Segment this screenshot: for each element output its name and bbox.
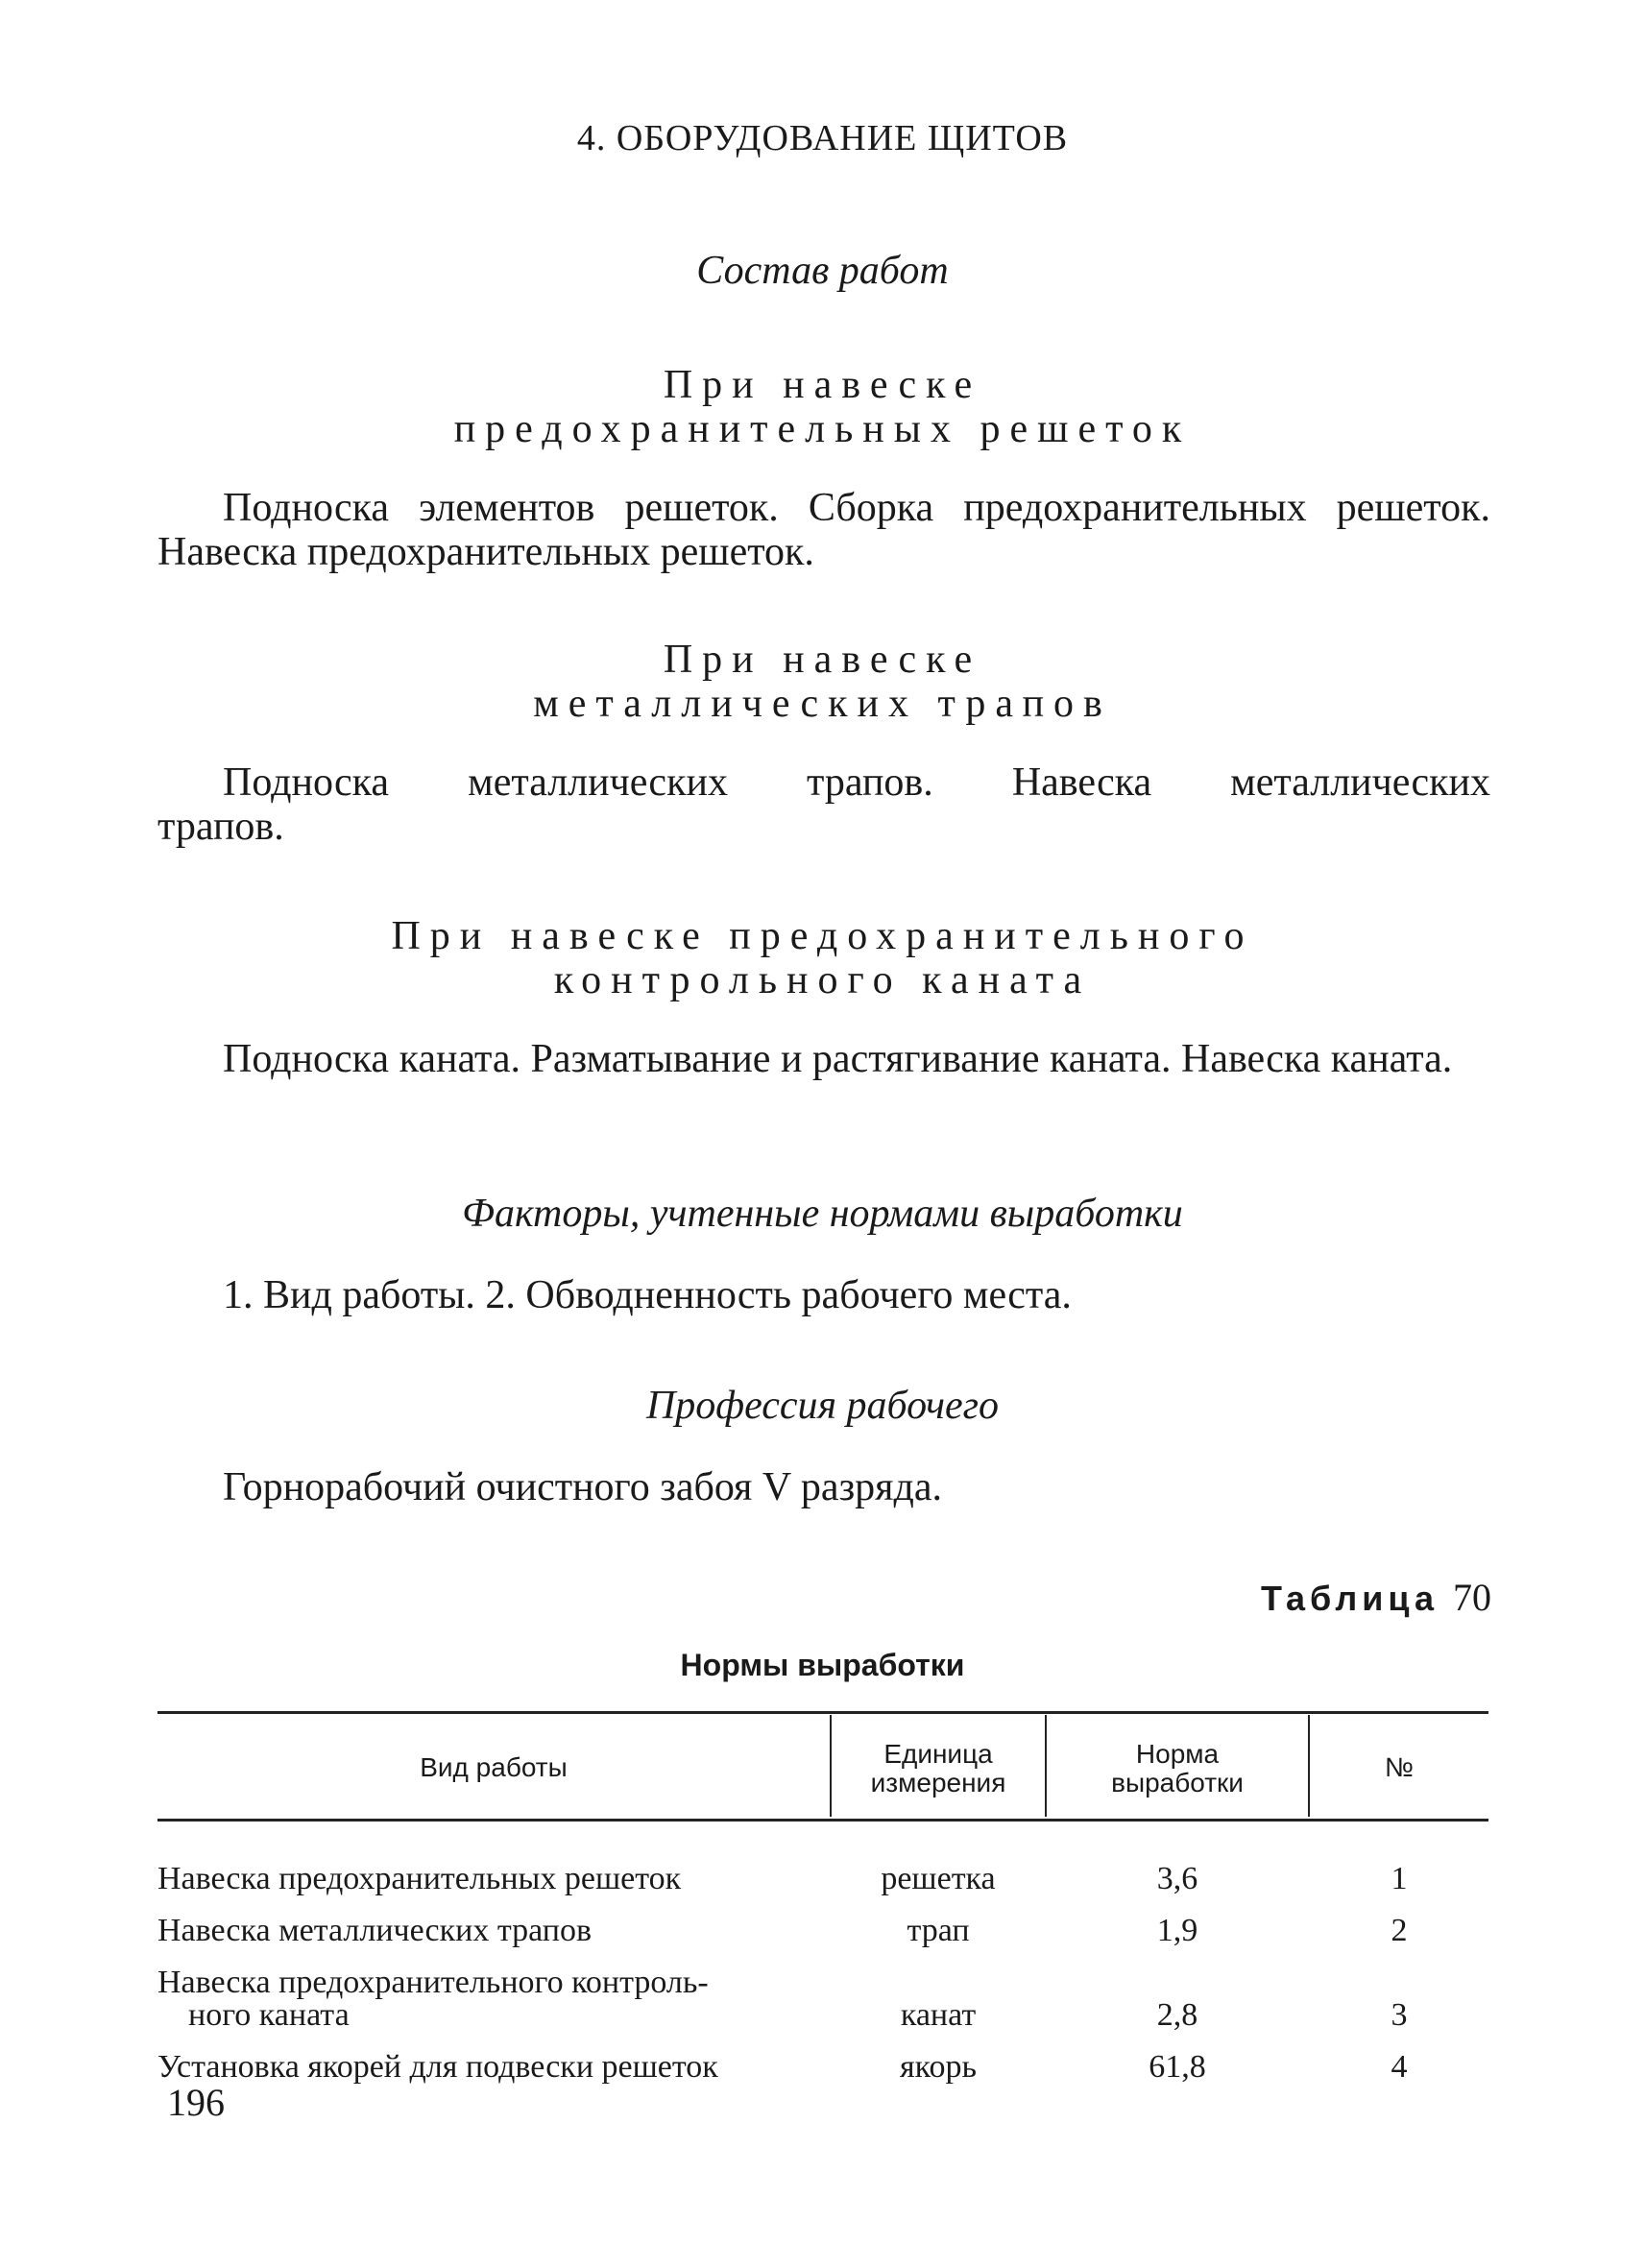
row-4-work: Установка якорей для подвески решеток — [157, 2049, 718, 2085]
subsection-2-heading-line1: При навеске — [663, 638, 982, 682]
row-1-work: Навеска предохранительных решеток — [157, 1861, 682, 1896]
header-unit: Единица измерения — [870, 1739, 1006, 1798]
row-3-work-line1: Навеска предохранительного контроль- — [157, 1965, 709, 2000]
row-3-number: 3 — [1391, 1997, 1408, 2033]
row-2-unit: трап — [907, 1913, 970, 1948]
page-number: 196 — [167, 2081, 225, 2124]
subsection-3-heading-line2: контрольного каната — [553, 958, 1092, 1002]
row-4-norm: 61,8 — [1149, 2049, 1206, 2085]
subsection-2-text: Подноска металлических трапов. Навеска металлических трапов. — [157, 760, 1490, 849]
row-2-work: Навеска металлических трапов — [157, 1913, 593, 1948]
row-3-work-line2: ного каната — [188, 1997, 350, 2033]
row-3-unit: канат — [900, 1997, 977, 2033]
row-2-norm: 1,9 — [1156, 1913, 1198, 1948]
section-title: 4. ОБОРУДОВАНИЕ ЩИТОВ — [576, 118, 1069, 158]
factors-heading: Факторы, учтенные нормами выработки — [462, 1192, 1183, 1236]
row-1-number: 1 — [1391, 1861, 1408, 1896]
row-2-number: 2 — [1391, 1913, 1408, 1948]
subsection-1-heading-line2: предохранительных решеток — [453, 407, 1192, 451]
profession-text: Горнорабочий очистного забоя V разряда. — [223, 1465, 942, 1509]
factors-text: 1. Вид работы. 2. Обводненность рабочего места. — [223, 1273, 1072, 1317]
subsection-3-text: Подноска каната. Разматывание и растягивание каната. Навеска каната. — [223, 1037, 1453, 1081]
subsection-1-heading-line1: При навеске — [663, 363, 982, 407]
table-caption: Нормы выработки — [680, 1648, 965, 1682]
table-header-rule — [157, 1819, 1488, 1822]
row-4-number: 4 — [1391, 2049, 1408, 2085]
header-number: № — [1384, 1752, 1415, 1782]
subsection-1-text: Подноска элементов решеток. Сборка предохранительных решеток. Навеска предохранительных решеток. — [157, 486, 1490, 574]
row-3-norm: 2,8 — [1156, 1997, 1198, 2033]
subsection-3-heading-line1: При навеске предохранительного — [391, 914, 1254, 958]
header-work: Вид работы — [420, 1752, 568, 1782]
subsection-2-heading-line2: металлических трапов — [533, 682, 1112, 726]
profession-heading: Профессия рабочего — [645, 1384, 1000, 1428]
row-1-unit: решетка — [881, 1861, 996, 1896]
table-label: Таблица 70 — [1260, 1576, 1491, 1619]
table-top-rule — [157, 1711, 1488, 1714]
row-1-norm: 3,6 — [1156, 1861, 1198, 1896]
header-norm: Норма выработки — [1111, 1739, 1244, 1798]
row-4-unit: якорь — [900, 2049, 977, 2085]
composition-heading: Состав работ — [696, 249, 949, 293]
